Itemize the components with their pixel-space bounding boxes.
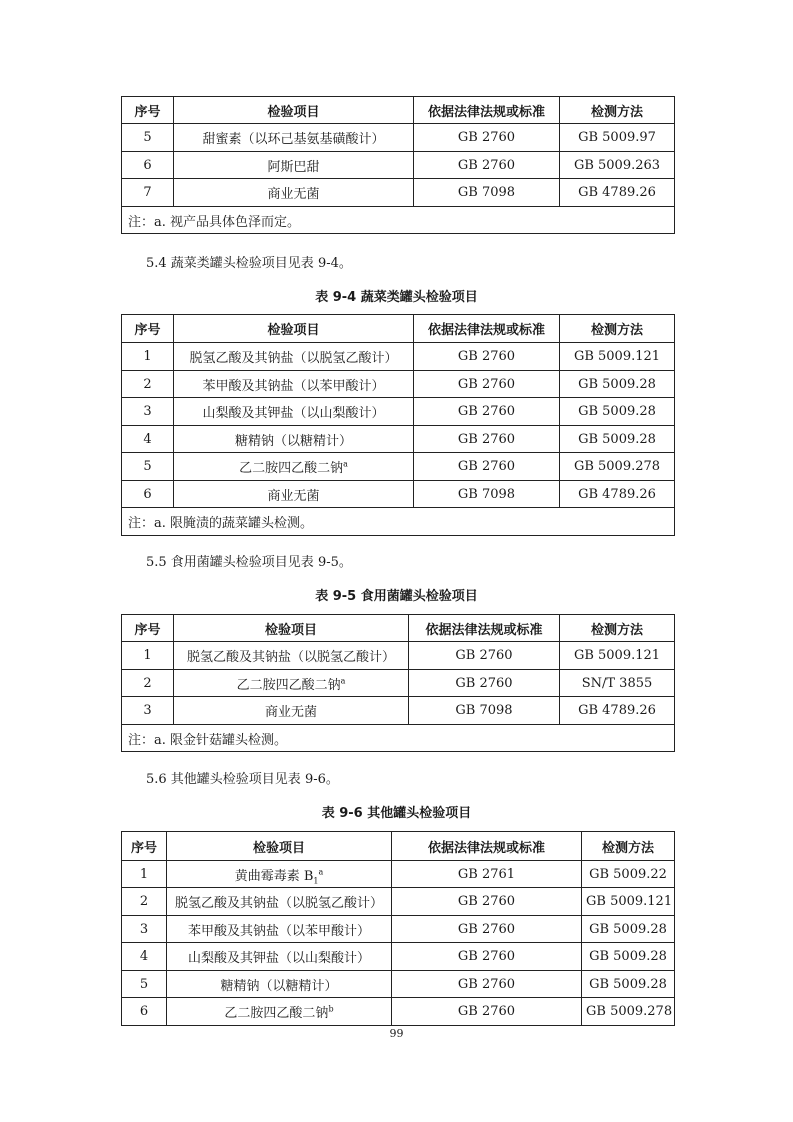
- table-row: [122, 642, 675, 670]
- header-basis: 依据法律法规或标准: [409, 615, 560, 642]
- cell-no: 1: [122, 642, 174, 670]
- cell-no: 4: [122, 943, 167, 971]
- table-9-6: [121, 831, 675, 1026]
- item-text: 山梨酸及其钾盐（以山梨酸计）: [187, 951, 370, 966]
- item-text: 脱氢乙酸及其钠盐（以脱氢乙酸计）: [186, 650, 395, 665]
- cell-basis: GB 2760: [414, 152, 560, 179]
- table-row: [122, 998, 675, 1026]
- cell-method: GB 5009.121: [560, 343, 675, 371]
- header-no: 序号: [122, 615, 174, 642]
- cell-method: GB 5009.278: [582, 998, 675, 1026]
- cell-item: [174, 642, 409, 670]
- header-method: 检测方法: [560, 615, 675, 642]
- cell-no: 7: [122, 179, 174, 207]
- cell-method: GB 5009.22: [582, 861, 675, 888]
- table-row: [122, 697, 675, 725]
- table-row: [122, 971, 675, 998]
- table-caption-9-5: 表 9-5 食用菌罐头检验项目: [315, 589, 478, 604]
- cell-method: GB 5009.121: [560, 642, 675, 670]
- page-number: 99: [389, 1027, 404, 1040]
- cell-basis: GB 2760: [392, 916, 582, 943]
- header-no: 序号: [122, 97, 174, 124]
- cell-basis: GB 2760: [414, 124, 560, 152]
- table-9-4: [121, 314, 675, 536]
- table-row: [122, 916, 675, 943]
- table-note: 注：a. 视产品具体色泽而定。: [122, 207, 675, 234]
- table-caption-9-6: 表 9-6 其他罐头检验项目: [321, 806, 472, 821]
- header-item: 检验项目: [167, 832, 392, 861]
- item-text: 糖精钠（以糖精计）: [220, 978, 338, 994]
- cell-method: GB 5009.28: [582, 916, 675, 943]
- item-text: 商业无菌: [267, 488, 320, 504]
- cell-item: [174, 371, 414, 398]
- cell-basis: GB 2760: [392, 998, 582, 1026]
- table-row: [122, 179, 675, 207]
- header-basis: 依据法律法规或标准: [392, 832, 582, 861]
- cell-method: GB 5009.28: [582, 943, 675, 971]
- item-text: 苯甲酸及其钠盐（以苯甲酸计）: [187, 923, 370, 939]
- header-no: 序号: [122, 315, 174, 343]
- cell-item: [167, 943, 392, 971]
- cell-basis: GB 2760: [409, 642, 560, 670]
- cell-method: GB 4789.26: [560, 697, 675, 725]
- cell-item: [174, 453, 414, 481]
- cell-item: [167, 971, 392, 998]
- cell-item: [174, 670, 409, 697]
- table-header-row: [122, 315, 675, 343]
- header-method: 检测方法: [582, 832, 675, 861]
- item-text: 乙二胺四乙酸二钠: [224, 1006, 329, 1021]
- header-basis: 依据法律法规或标准: [414, 97, 560, 124]
- item-text: 糖精钠（以糖精计）: [234, 433, 352, 449]
- cell-no: 2: [122, 888, 167, 916]
- header-item: 检验项目: [174, 615, 409, 642]
- cell-basis: GB 2761: [392, 861, 582, 888]
- cell-no: 5: [122, 453, 174, 481]
- table-row: [122, 888, 675, 916]
- header-method: 检测方法: [560, 315, 675, 343]
- table-row: [122, 453, 675, 481]
- table-note-row: [122, 207, 675, 234]
- cell-no: 6: [122, 152, 174, 179]
- cell-item: [174, 481, 414, 508]
- cell-item: [167, 998, 392, 1026]
- table-row: [122, 670, 675, 697]
- cell-method: GB 5009.278: [560, 453, 675, 481]
- table-row: [122, 152, 675, 179]
- table-note: 注：a. 限金针菇罐头检测。: [122, 725, 675, 752]
- cell-basis: GB 7098: [414, 481, 560, 508]
- cell-no: 4: [122, 426, 174, 453]
- cell-no: 6: [122, 998, 167, 1026]
- cell-method: GB 5009.28: [582, 971, 675, 998]
- item-text: 苯甲酸及其钠盐（以苯甲酸计）: [202, 378, 385, 394]
- cell-no: 5: [122, 124, 174, 152]
- table-note-row: [122, 725, 675, 752]
- cell-item: [167, 861, 392, 888]
- cell-no: 3: [122, 697, 174, 725]
- paragraph-5-6: 5.6 其他罐头检验项目见表 9-6。: [146, 772, 339, 787]
- table-header-row: [122, 832, 675, 861]
- cell-no: 1: [122, 861, 167, 888]
- item-text: 山梨酸及其钾盐（以山梨酸计）: [202, 406, 385, 421]
- item-text: 乙二胺四乙酸二钠: [239, 461, 344, 476]
- footnote-marker: b: [328, 1004, 334, 1014]
- cell-item: [174, 343, 414, 371]
- cell-basis: GB 7098: [409, 697, 560, 725]
- header-no: 序号: [122, 832, 167, 861]
- cell-method: GB 4789.26: [560, 481, 675, 508]
- table-header-row: [122, 615, 675, 642]
- cell-no: 3: [122, 916, 167, 943]
- item-text: 黄曲霉毒素 B: [234, 868, 314, 884]
- table-caption-9-4: 表 9-4 蔬菜类罐头检验项目: [315, 290, 478, 305]
- cell-method: GB 5009.28: [560, 426, 675, 453]
- table-note: 注：a. 限腌渍的蔬菜罐头检测。: [122, 508, 675, 536]
- footnote-marker: a: [340, 676, 346, 686]
- cell-item: [174, 426, 414, 453]
- cell-basis: GB 2760: [409, 670, 560, 697]
- cell-basis: GB 2760: [392, 943, 582, 971]
- paragraph-5-4: 5.4 蔬菜类罐头检验项目见表 9-4。: [146, 256, 352, 271]
- item-text: 乙二胺四乙酸二钠: [236, 677, 341, 693]
- cell-item: [174, 697, 409, 725]
- cell-no: 6: [122, 481, 174, 508]
- cell-method: GB 5009.28: [560, 371, 675, 398]
- cell-basis: GB 7098: [414, 179, 560, 207]
- cell-item: 甜蜜素（以环己基氨基磺酸计）: [174, 124, 414, 152]
- table-row: [122, 861, 675, 888]
- cell-basis: GB 2760: [414, 343, 560, 371]
- paragraph-5-5: 5.5 食用菌罐头检验项目见表 9-5。: [146, 555, 352, 570]
- table-row: [122, 343, 675, 371]
- table-row: [122, 398, 675, 426]
- footnote-marker: a: [343, 459, 348, 469]
- cell-item: 商业无菌: [174, 179, 414, 207]
- item-text: 脱氢乙酸及其钠盐（以脱氢乙酸计）: [189, 351, 398, 366]
- table-header-row: [122, 97, 675, 124]
- table-row: [122, 943, 675, 971]
- cell-item: [174, 398, 414, 426]
- subscript-marker: 1: [313, 876, 319, 886]
- cell-no: 1: [122, 343, 174, 371]
- cell-no: 3: [122, 398, 174, 426]
- cell-method: GB 5009.263: [560, 152, 675, 179]
- item-text: 脱氢乙酸及其钠盐（以脱氢乙酸计）: [174, 896, 383, 911]
- cell-basis: GB 2760: [414, 453, 560, 481]
- cell-basis: GB 2760: [392, 888, 582, 916]
- cell-method: GB 5009.97: [560, 124, 675, 152]
- cell-basis: GB 2760: [392, 971, 582, 998]
- cell-item: 阿斯巴甜: [174, 152, 414, 179]
- cell-method: GB 4789.26: [560, 179, 675, 207]
- cell-no: 5: [122, 971, 167, 998]
- cell-method: SN/T 3855: [560, 670, 675, 697]
- cell-item: [167, 888, 392, 916]
- cell-item: [167, 916, 392, 943]
- table-row: [122, 481, 675, 508]
- header-item: 检验项目: [174, 315, 414, 343]
- cell-method: GB 5009.28: [560, 398, 675, 426]
- cell-no: 2: [122, 670, 174, 697]
- table-row: [122, 426, 675, 453]
- table-continued: [121, 96, 675, 234]
- cell-basis: GB 2760: [414, 371, 560, 398]
- header-method: 检测方法: [560, 97, 675, 124]
- table-note-row: [122, 508, 675, 536]
- cell-basis: GB 2760: [414, 426, 560, 453]
- header-basis: 依据法律法规或标准: [414, 315, 560, 343]
- header-item: 检验项目: [174, 97, 414, 124]
- cell-no: 2: [122, 371, 174, 398]
- cell-method: GB 5009.121: [582, 888, 675, 916]
- cell-basis: GB 2760: [414, 398, 560, 426]
- table-row: [122, 124, 675, 152]
- item-text: 商业无菌: [264, 705, 317, 720]
- footnote-marker: a: [318, 867, 324, 877]
- table-row: [122, 371, 675, 398]
- table-9-5: [121, 614, 675, 752]
